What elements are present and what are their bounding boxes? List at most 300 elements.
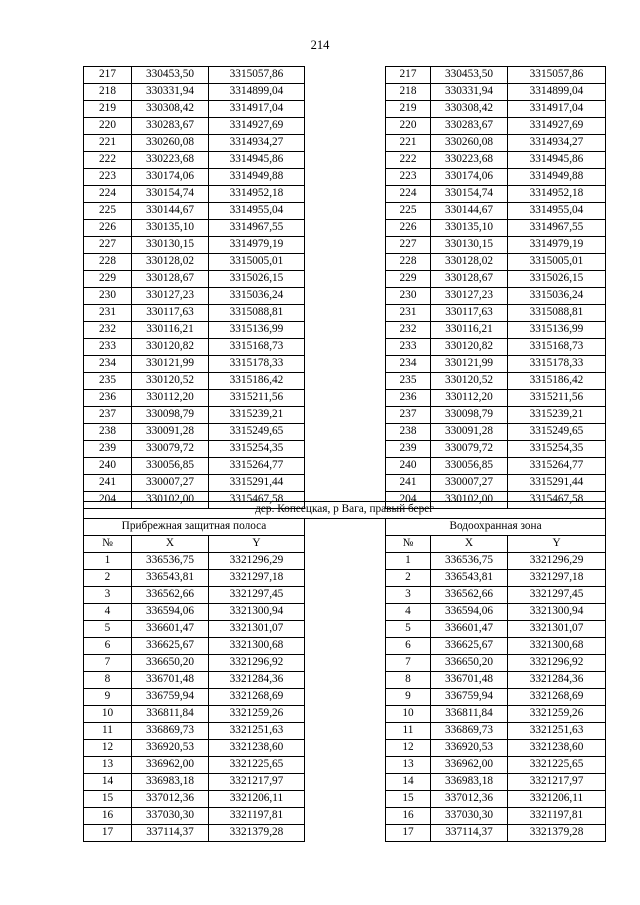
table-gap <box>305 570 386 587</box>
section-title-row <box>84 519 606 536</box>
table-row <box>84 475 606 492</box>
table-row <box>84 186 606 203</box>
x-coordinate-left: 330128,67 <box>132 271 209 288</box>
x-coordinate-right: 336562,66 <box>431 587 508 604</box>
table-row <box>84 774 606 791</box>
point-number-right: 234 <box>386 356 431 373</box>
point-number-right: 4 <box>386 604 431 621</box>
y-coordinate-right: 3321217,97 <box>508 774 606 791</box>
header-y-left: Y <box>209 536 305 553</box>
point-number-left: 16 <box>84 808 132 825</box>
y-coordinate-left: 3321238,60 <box>209 740 305 757</box>
x-coordinate-left: 330128,02 <box>132 254 209 271</box>
table-gap <box>305 135 386 152</box>
x-coordinate-right: 336601,47 <box>431 621 508 638</box>
x-coordinate-right: 330056,85 <box>431 458 508 475</box>
x-coordinate-right: 330135,10 <box>431 220 508 237</box>
y-coordinate-left: 3314917,04 <box>209 101 305 118</box>
point-number-left: 227 <box>84 237 132 254</box>
x-coordinate-left: 330144,67 <box>132 203 209 220</box>
y-coordinate-right: 3321251,63 <box>508 723 606 740</box>
x-coordinate-left: 330098,79 <box>132 407 209 424</box>
x-coordinate-right: 336869,73 <box>431 723 508 740</box>
y-coordinate-right: 3314952,18 <box>508 186 606 203</box>
table-row <box>84 553 606 570</box>
y-coordinate-right: 3315264,77 <box>508 458 606 475</box>
y-coordinate-right: 3321296,29 <box>508 553 606 570</box>
y-coordinate-right: 3315036,24 <box>508 288 606 305</box>
point-number-right: 11 <box>386 723 431 740</box>
point-number-left: 235 <box>84 373 132 390</box>
point-number-left: 226 <box>84 220 132 237</box>
x-coordinate-left: 330120,52 <box>132 373 209 390</box>
locality-row <box>84 502 606 519</box>
y-coordinate-right: 3321259,26 <box>508 706 606 723</box>
table-gap <box>305 672 386 689</box>
y-coordinate-right: 3315168,73 <box>508 339 606 356</box>
point-number-right: 224 <box>386 186 431 203</box>
point-number-right: 235 <box>386 373 431 390</box>
x-coordinate-right: 336650,20 <box>431 655 508 672</box>
x-coordinate-right: 336759,94 <box>431 689 508 706</box>
y-coordinate-left: 3321197,81 <box>209 808 305 825</box>
point-number-right: 5 <box>386 621 431 638</box>
y-coordinate-right: 3315211,56 <box>508 390 606 407</box>
table-gap <box>305 621 386 638</box>
table-gap <box>305 757 386 774</box>
x-coordinate-left: 336562,66 <box>132 587 209 604</box>
point-number-left: 5 <box>84 621 132 638</box>
point-number-right: 12 <box>386 740 431 757</box>
y-coordinate-left: 3315249,65 <box>209 424 305 441</box>
x-coordinate-right: 330112,20 <box>431 390 508 407</box>
table-gap <box>305 101 386 118</box>
x-coordinate-left: 330331,94 <box>132 84 209 101</box>
point-number-left: 221 <box>84 135 132 152</box>
x-coordinate-left: 337114,37 <box>132 825 209 842</box>
y-coordinate-right: 3315239,21 <box>508 407 606 424</box>
point-number-left: 2 <box>84 570 132 587</box>
table-row <box>84 67 606 84</box>
x-coordinate-right: 336811,84 <box>431 706 508 723</box>
y-coordinate-left: 3315168,73 <box>209 339 305 356</box>
point-number-left: 224 <box>84 186 132 203</box>
y-coordinate-left: 3315254,35 <box>209 441 305 458</box>
x-coordinate-right: 330102,00 <box>431 492 508 509</box>
x-coordinate-left: 330127,23 <box>132 288 209 305</box>
table-row <box>84 723 606 740</box>
point-number-left: 12 <box>84 740 132 757</box>
point-number-right: 236 <box>386 390 431 407</box>
header-row <box>84 536 606 553</box>
point-number-left: 241 <box>84 475 132 492</box>
y-coordinate-left: 3321217,97 <box>209 774 305 791</box>
table-row <box>84 570 606 587</box>
y-coordinate-left: 3321379,28 <box>209 825 305 842</box>
point-number-right: 9 <box>386 689 431 706</box>
y-coordinate-right: 3315178,33 <box>508 356 606 373</box>
x-coordinate-left: 330453,50 <box>132 67 209 84</box>
y-coordinate-left: 3321301,07 <box>209 621 305 638</box>
table-gap <box>305 587 386 604</box>
table-row <box>84 152 606 169</box>
point-number-left: 10 <box>84 706 132 723</box>
table-gap <box>305 169 386 186</box>
table-gap <box>305 475 386 492</box>
x-coordinate-right: 336543,81 <box>431 570 508 587</box>
x-coordinate-right: 330120,82 <box>431 339 508 356</box>
table-row <box>84 458 606 475</box>
x-coordinate-right: 330331,94 <box>431 84 508 101</box>
point-number-left: 6 <box>84 638 132 655</box>
x-coordinate-right: 330130,15 <box>431 237 508 254</box>
table-row <box>84 322 606 339</box>
y-coordinate-right: 3314899,04 <box>508 84 606 101</box>
point-number-left: 220 <box>84 118 132 135</box>
table-gap <box>305 791 386 808</box>
table-row <box>84 689 606 706</box>
table-row <box>84 706 606 723</box>
header-y-right: Y <box>508 536 606 553</box>
x-coordinate-left: 336962,00 <box>132 757 209 774</box>
table-gap <box>305 254 386 271</box>
y-coordinate-right: 3314949,88 <box>508 169 606 186</box>
x-coordinate-right: 330116,21 <box>431 322 508 339</box>
y-coordinate-left: 3315036,24 <box>209 288 305 305</box>
table-gap <box>305 118 386 135</box>
x-coordinate-left: 336650,20 <box>132 655 209 672</box>
point-number-right: 6 <box>386 638 431 655</box>
table-gap <box>305 519 386 536</box>
x-coordinate-left: 336811,84 <box>132 706 209 723</box>
table-row <box>84 271 606 288</box>
x-coordinate-left: 336594,06 <box>132 604 209 621</box>
y-coordinate-left: 3315264,77 <box>209 458 305 475</box>
y-coordinate-right: 3321268,69 <box>508 689 606 706</box>
point-number-right: 239 <box>386 441 431 458</box>
x-coordinate-left: 330135,10 <box>132 220 209 237</box>
table-gap <box>305 706 386 723</box>
y-coordinate-left: 3321297,45 <box>209 587 305 604</box>
x-coordinate-left: 330121,99 <box>132 356 209 373</box>
x-coordinate-left: 330223,68 <box>132 152 209 169</box>
y-coordinate-right: 3315186,42 <box>508 373 606 390</box>
table-gap <box>305 84 386 101</box>
table-row <box>84 808 606 825</box>
point-number-right: 1 <box>386 553 431 570</box>
x-coordinate-left: 336759,94 <box>132 689 209 706</box>
table-row <box>84 791 606 808</box>
x-coordinate-right: 330154,74 <box>431 186 508 203</box>
table-row <box>84 825 606 842</box>
x-coordinate-left: 337030,30 <box>132 808 209 825</box>
point-number-right: 221 <box>386 135 431 152</box>
point-number-right: 3 <box>386 587 431 604</box>
header-num-left: № <box>84 536 132 553</box>
y-coordinate-left: 3314934,27 <box>209 135 305 152</box>
table-row <box>84 237 606 254</box>
point-number-left: 204 <box>84 492 132 509</box>
point-number-right: 8 <box>386 672 431 689</box>
x-coordinate-right: 336983,18 <box>431 774 508 791</box>
table-gap <box>305 339 386 356</box>
locality-title: дер. Копеецкая, р Вага, правый берег <box>84 502 606 519</box>
y-coordinate-left: 3315239,21 <box>209 407 305 424</box>
x-coordinate-left: 336869,73 <box>132 723 209 740</box>
point-number-right: 14 <box>386 774 431 791</box>
x-coordinate-left: 336983,18 <box>132 774 209 791</box>
x-coordinate-right: 330079,72 <box>431 441 508 458</box>
point-number-right: 220 <box>386 118 431 135</box>
point-number-left: 15 <box>84 791 132 808</box>
x-coordinate-left: 330007,27 <box>132 475 209 492</box>
table-row <box>84 288 606 305</box>
y-coordinate-left: 3314949,88 <box>209 169 305 186</box>
x-coordinate-left: 337012,36 <box>132 791 209 808</box>
table-row <box>84 604 606 621</box>
y-coordinate-right: 3314955,04 <box>508 203 606 220</box>
point-number-right: 226 <box>386 220 431 237</box>
table-gap <box>305 322 386 339</box>
x-coordinate-left: 336543,81 <box>132 570 209 587</box>
x-coordinate-right: 336594,06 <box>431 604 508 621</box>
x-coordinate-left: 330120,82 <box>132 339 209 356</box>
point-number-left: 17 <box>84 825 132 842</box>
point-number-left: 232 <box>84 322 132 339</box>
table-gap <box>305 655 386 672</box>
table-gap <box>305 67 386 84</box>
y-coordinate-left: 3314927,69 <box>209 118 305 135</box>
table-row <box>84 407 606 424</box>
point-number-right: 10 <box>386 706 431 723</box>
x-coordinate-right: 330117,63 <box>431 305 508 322</box>
x-coordinate-right: 337012,36 <box>431 791 508 808</box>
table-row <box>84 254 606 271</box>
x-coordinate-right: 330453,50 <box>431 67 508 84</box>
point-number-left: 229 <box>84 271 132 288</box>
x-coordinate-right: 330283,67 <box>431 118 508 135</box>
point-number-left: 237 <box>84 407 132 424</box>
y-coordinate-left: 3315026,15 <box>209 271 305 288</box>
point-number-right: 204 <box>386 492 431 509</box>
point-number-right: 228 <box>386 254 431 271</box>
y-coordinate-right: 3321300,68 <box>508 638 606 655</box>
point-number-left: 7 <box>84 655 132 672</box>
header-x-right: X <box>431 536 508 553</box>
point-number-right: 229 <box>386 271 431 288</box>
y-coordinate-left: 3321251,63 <box>209 723 305 740</box>
table-row <box>84 621 606 638</box>
x-coordinate-left: 330117,63 <box>132 305 209 322</box>
point-number-right: 240 <box>386 458 431 475</box>
point-number-right: 17 <box>386 825 431 842</box>
table-row <box>84 220 606 237</box>
table-gap <box>305 237 386 254</box>
table-row <box>84 655 606 672</box>
x-coordinate-right: 337114,37 <box>431 825 508 842</box>
point-number-right: 227 <box>386 237 431 254</box>
y-coordinate-right: 3315005,01 <box>508 254 606 271</box>
point-number-right: 7 <box>386 655 431 672</box>
x-coordinate-left: 330116,21 <box>132 322 209 339</box>
x-coordinate-left: 336625,67 <box>132 638 209 655</box>
table-row <box>84 373 606 390</box>
table-gap <box>305 604 386 621</box>
x-coordinate-right: 330120,52 <box>431 373 508 390</box>
x-coordinate-right: 336920,53 <box>431 740 508 757</box>
point-number-left: 8 <box>84 672 132 689</box>
y-coordinate-left: 3314952,18 <box>209 186 305 203</box>
table-gap <box>305 305 386 322</box>
point-number-right: 225 <box>386 203 431 220</box>
y-coordinate-right: 3321225,65 <box>508 757 606 774</box>
y-coordinate-left: 3321297,18 <box>209 570 305 587</box>
point-number-left: 239 <box>84 441 132 458</box>
y-coordinate-left: 3321225,65 <box>209 757 305 774</box>
y-coordinate-right: 3315026,15 <box>508 271 606 288</box>
x-coordinate-right: 330128,02 <box>431 254 508 271</box>
x-coordinate-left: 330102,00 <box>132 492 209 509</box>
point-number-right: 237 <box>386 407 431 424</box>
x-coordinate-left: 330056,85 <box>132 458 209 475</box>
x-coordinate-right: 330127,23 <box>431 288 508 305</box>
y-coordinate-right: 3321297,45 <box>508 587 606 604</box>
table-gap <box>305 271 386 288</box>
table-gap <box>305 740 386 757</box>
y-coordinate-left: 3315005,01 <box>209 254 305 271</box>
x-coordinate-right: 330223,68 <box>431 152 508 169</box>
x-coordinate-right: 330121,99 <box>431 356 508 373</box>
table-row <box>84 638 606 655</box>
point-number-right: 16 <box>386 808 431 825</box>
y-coordinate-left: 3314955,04 <box>209 203 305 220</box>
point-number-left: 223 <box>84 169 132 186</box>
y-coordinate-left: 3321206,11 <box>209 791 305 808</box>
point-number-right: 241 <box>386 475 431 492</box>
point-number-left: 240 <box>84 458 132 475</box>
x-coordinate-right: 330128,67 <box>431 271 508 288</box>
y-coordinate-left: 3315178,33 <box>209 356 305 373</box>
table-row <box>84 118 606 135</box>
page-number: 214 <box>310 38 330 52</box>
table-row <box>84 203 606 220</box>
y-coordinate-left: 3321268,69 <box>209 689 305 706</box>
table-gap <box>305 458 386 475</box>
x-coordinate-right: 336536,75 <box>431 553 508 570</box>
point-number-left: 225 <box>84 203 132 220</box>
table-gap <box>305 553 386 570</box>
y-coordinate-left: 3321300,68 <box>209 638 305 655</box>
point-number-right: 222 <box>386 152 431 169</box>
y-coordinate-left: 3321296,29 <box>209 553 305 570</box>
point-number-left: 238 <box>84 424 132 441</box>
x-coordinate-right: 337030,30 <box>431 808 508 825</box>
y-coordinate-left: 3315057,86 <box>209 67 305 84</box>
table-row <box>84 84 606 101</box>
y-coordinate-right: 3321206,11 <box>508 791 606 808</box>
x-coordinate-right: 330174,06 <box>431 169 508 186</box>
table-gap <box>305 220 386 237</box>
y-coordinate-left: 3315467,58 <box>209 492 305 509</box>
x-coordinate-left: 330079,72 <box>132 441 209 458</box>
y-coordinate-right: 3321300,94 <box>508 604 606 621</box>
y-coordinate-right: 3314967,55 <box>508 220 606 237</box>
y-coordinate-left: 3314899,04 <box>209 84 305 101</box>
table-gap <box>305 407 386 424</box>
x-coordinate-left: 330091,28 <box>132 424 209 441</box>
y-coordinate-right: 3314917,04 <box>508 101 606 118</box>
point-number-left: 222 <box>84 152 132 169</box>
point-number-right: 217 <box>386 67 431 84</box>
header-x-left: X <box>132 536 209 553</box>
table-gap <box>305 441 386 458</box>
table-gap <box>305 825 386 842</box>
table-row <box>84 135 606 152</box>
point-number-left: 4 <box>84 604 132 621</box>
y-coordinate-right: 3321301,07 <box>508 621 606 638</box>
y-coordinate-right: 3321296,92 <box>508 655 606 672</box>
point-number-left: 218 <box>84 84 132 101</box>
x-coordinate-right: 330144,67 <box>431 203 508 220</box>
coordinates-table-continued <box>83 66 606 509</box>
y-coordinate-left: 3321300,94 <box>209 604 305 621</box>
x-coordinate-left: 330130,15 <box>132 237 209 254</box>
y-coordinate-right: 3321284,36 <box>508 672 606 689</box>
table-gap <box>305 288 386 305</box>
table-gap <box>305 536 386 553</box>
y-coordinate-right: 3315291,44 <box>508 475 606 492</box>
table-row <box>84 740 606 757</box>
x-coordinate-left: 336920,53 <box>132 740 209 757</box>
table-row <box>84 356 606 373</box>
y-coordinate-left: 3315136,99 <box>209 322 305 339</box>
x-coordinate-left: 336701,48 <box>132 672 209 689</box>
point-number-right: 219 <box>386 101 431 118</box>
coordinates-table-kopeetskaya <box>83 501 606 842</box>
y-coordinate-right: 3314934,27 <box>508 135 606 152</box>
y-coordinate-right: 3314945,86 <box>508 152 606 169</box>
table-gap <box>305 723 386 740</box>
x-coordinate-left: 330283,67 <box>132 118 209 135</box>
point-number-right: 15 <box>386 791 431 808</box>
point-number-left: 228 <box>84 254 132 271</box>
y-coordinate-left: 3321296,92 <box>209 655 305 672</box>
table-gap <box>305 638 386 655</box>
y-coordinate-right: 3321379,28 <box>508 825 606 842</box>
y-coordinate-right: 3315136,99 <box>508 322 606 339</box>
y-coordinate-right: 3314979,19 <box>508 237 606 254</box>
table-row <box>84 757 606 774</box>
table-row <box>84 672 606 689</box>
y-coordinate-left: 3315211,56 <box>209 390 305 407</box>
point-number-left: 233 <box>84 339 132 356</box>
table-gap <box>305 203 386 220</box>
header-num-right: № <box>386 536 431 553</box>
x-coordinate-right: 330308,42 <box>431 101 508 118</box>
point-number-left: 217 <box>84 67 132 84</box>
y-coordinate-left: 3314967,55 <box>209 220 305 237</box>
point-number-left: 1 <box>84 553 132 570</box>
point-number-left: 230 <box>84 288 132 305</box>
y-coordinate-left: 3314945,86 <box>209 152 305 169</box>
point-number-right: 233 <box>386 339 431 356</box>
y-coordinate-right: 3315254,35 <box>508 441 606 458</box>
y-coordinate-right: 3321297,18 <box>508 570 606 587</box>
table-gap <box>305 390 386 407</box>
point-number-left: 219 <box>84 101 132 118</box>
x-coordinate-left: 336601,47 <box>132 621 209 638</box>
y-coordinate-right: 3315249,65 <box>508 424 606 441</box>
